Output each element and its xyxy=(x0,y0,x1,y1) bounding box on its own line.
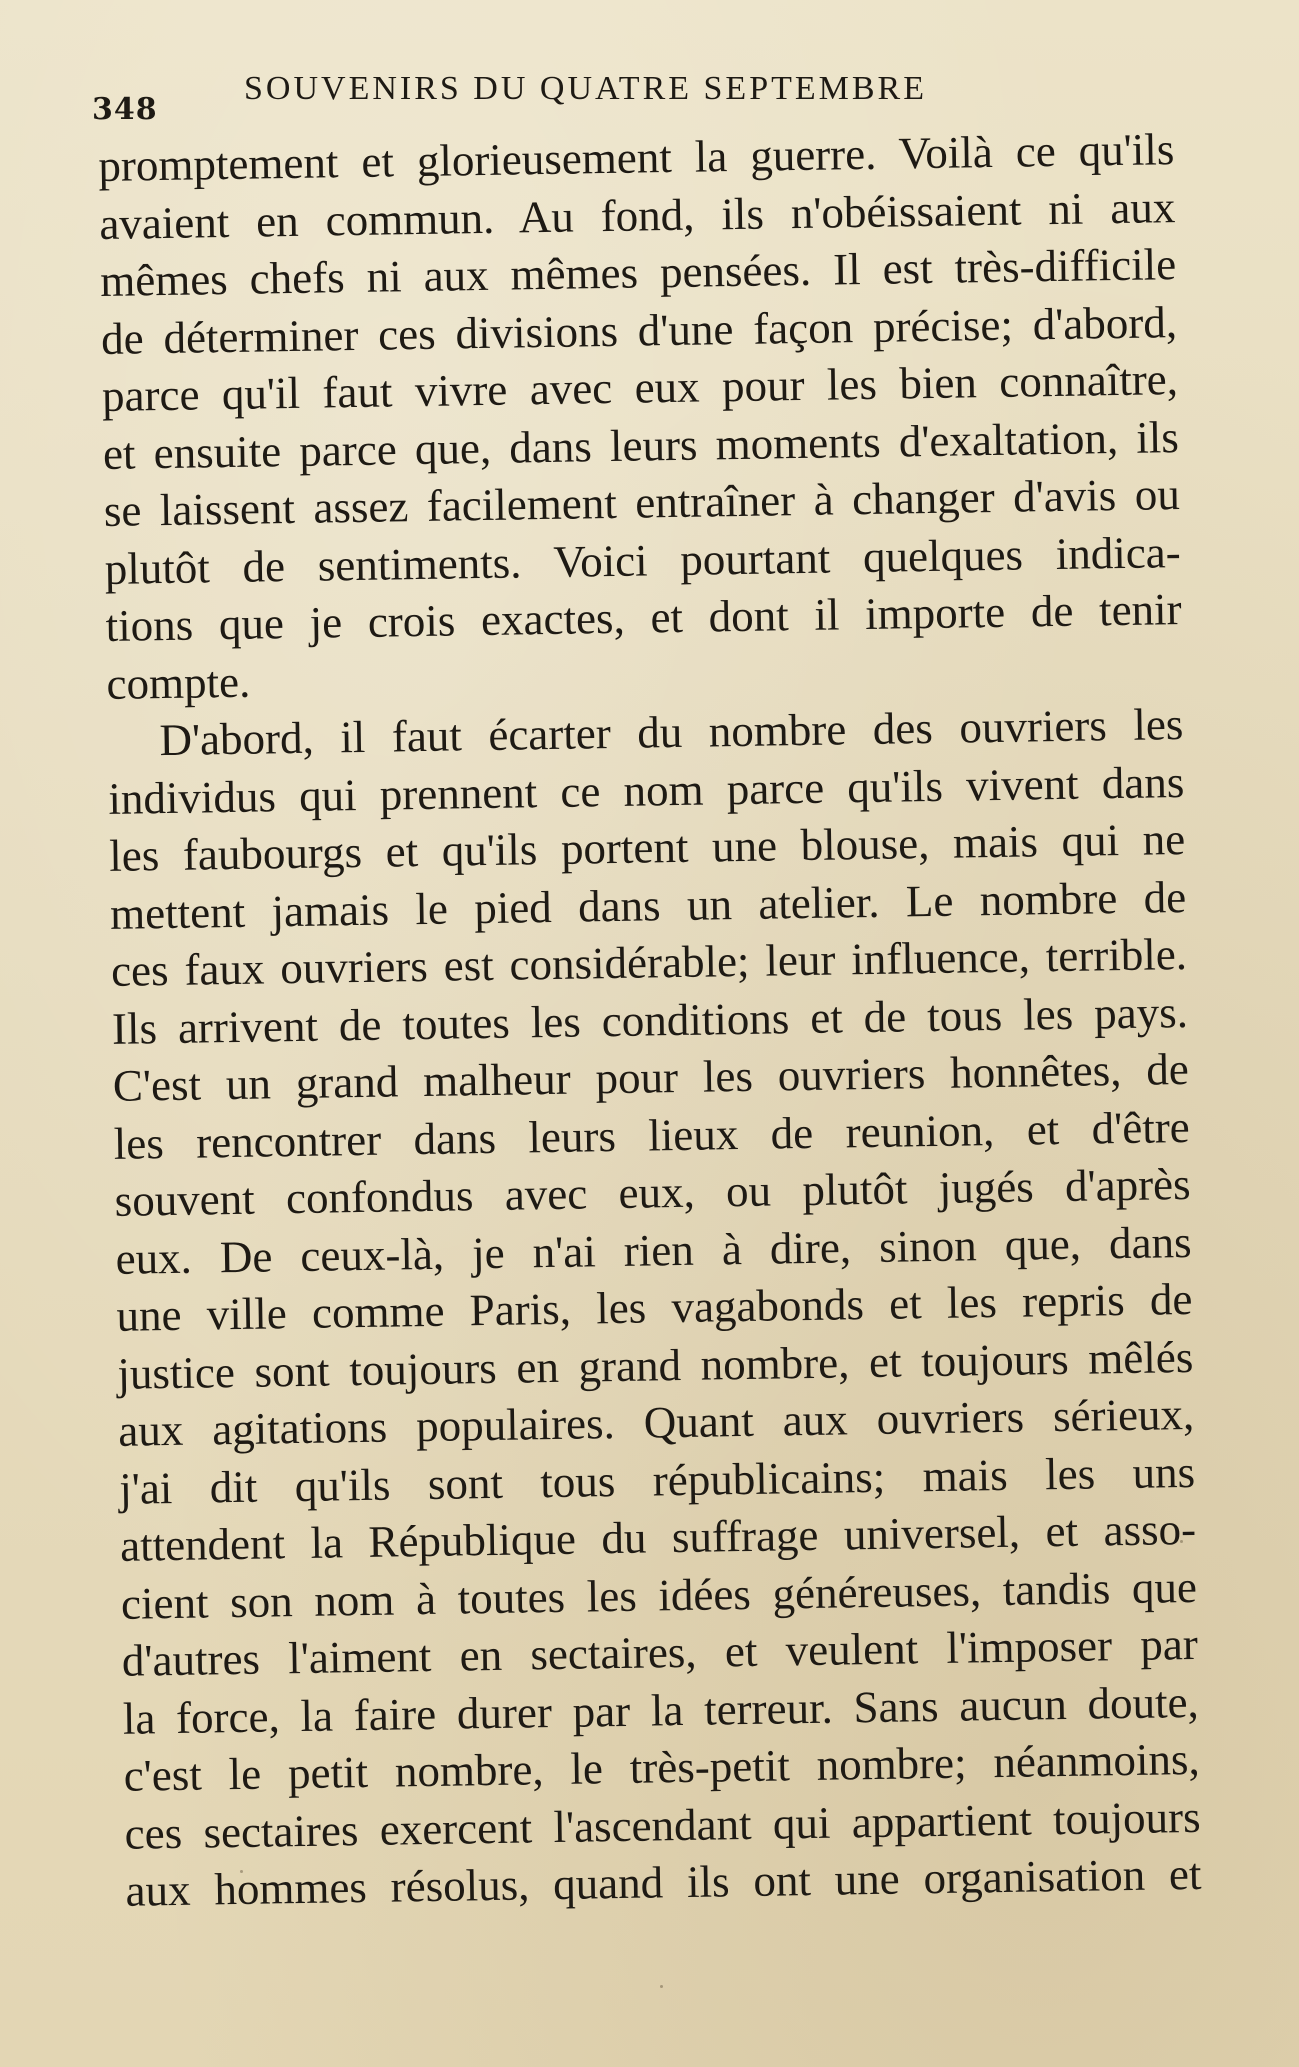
text-line: D'abord, il faut écarter du nombre des ouvriers les xyxy=(159,699,1184,766)
text-line: les rencontrer dans leurs lieux de reunion, et d'être xyxy=(113,1101,1191,1169)
text-line: aux agitations populaires. Quant aux ouvriers sérieux, xyxy=(117,1388,1195,1456)
paper-speck xyxy=(660,1985,663,1988)
text-line: de déterminer ces divisions d'une façon précise; d'abord, xyxy=(100,296,1178,364)
paper-speck xyxy=(1180,1540,1183,1543)
text-line: et ensuite parce que, dans leurs moments d'exaltation, ils xyxy=(102,411,1180,479)
text-line: une ville comme Paris, les vagabonds et les repris de xyxy=(116,1273,1193,1341)
text-line: les faubourgs et qu'ils portent une blouse, mais qui ne xyxy=(108,814,1186,881)
text-line: plutôt de sentiments. Voici pourtant quelques indica- xyxy=(104,526,1182,594)
text-line: avaient en commun. Au fond, ils n'obéissaient ni aux xyxy=(98,181,1176,249)
text-line: ces sectaires exercent l'ascendant qui appartient toujours xyxy=(124,1791,1201,1859)
text-line: attendent la République du suffrage universel, et asso- xyxy=(119,1503,1197,1571)
text-line: compte. xyxy=(106,656,251,709)
text-line: parce qu'il faut vivre avec eux pour les bien connaître, xyxy=(101,354,1179,421)
text-line: individus qui prennent ce nom parce qu'ils vivent dans xyxy=(107,756,1185,824)
page-number: 348 xyxy=(92,92,158,127)
body-text xyxy=(98,121,1202,1920)
text-line: mêmes chefs ni aux mêmes pensées. Il est très-difficile xyxy=(99,239,1177,306)
text-line: c'est le petit nombre, le très-petit nombre; néanmoins, xyxy=(123,1733,1200,1801)
running-head xyxy=(92,62,1192,127)
running-title: SOUVENIRS DU QUATRE SEPTEMBRE xyxy=(244,70,927,107)
text-line: d'autres l'aiment en sectaires, et veulent l'imposer par xyxy=(121,1618,1199,1686)
paper-speck xyxy=(240,1870,243,1873)
text-line: cient son nom à toutes les idées généreuses, tandis que xyxy=(120,1561,1198,1629)
text-line: aux hommes résolus, quand ils ont une organisation et xyxy=(125,1848,1202,1916)
text-line: justice sont toujours en grand nombre, et toujours mêlés xyxy=(117,1331,1194,1399)
text-line: la force, la faire durer par la terreur. Sans aucun doute, xyxy=(122,1676,1200,1744)
text-line: promptement et glorieusement la guerre. Voilà ce qu'ils xyxy=(98,124,1175,191)
text-line: eux. De ceux-là, je n'ai rien à dire, sinon que, dans xyxy=(115,1216,1192,1284)
text-line: tions que je crois exactes, et dont il importe de tenir xyxy=(105,584,1182,651)
text-line: Ils arrivent de toutes les conditions et de tous les pays. xyxy=(111,986,1189,1054)
text-line: se laissent assez facilement entraîner à changer d'avis ou xyxy=(103,469,1181,536)
text-line: mettent jamais le pied dans un atelier. Le nombre de xyxy=(109,871,1187,939)
text-line: j'ai dit qu'ils sont tous républicains; mais les uns xyxy=(118,1446,1196,1514)
text-line: ces faux ouvriers est considérable; leur influence, terrible. xyxy=(110,928,1188,996)
text-line: souvent confondus avec eux, ou plutôt jugés d'après xyxy=(114,1158,1191,1226)
text-line: C'est un grand malheur pour les ouvriers honnêtes, de xyxy=(112,1043,1190,1111)
